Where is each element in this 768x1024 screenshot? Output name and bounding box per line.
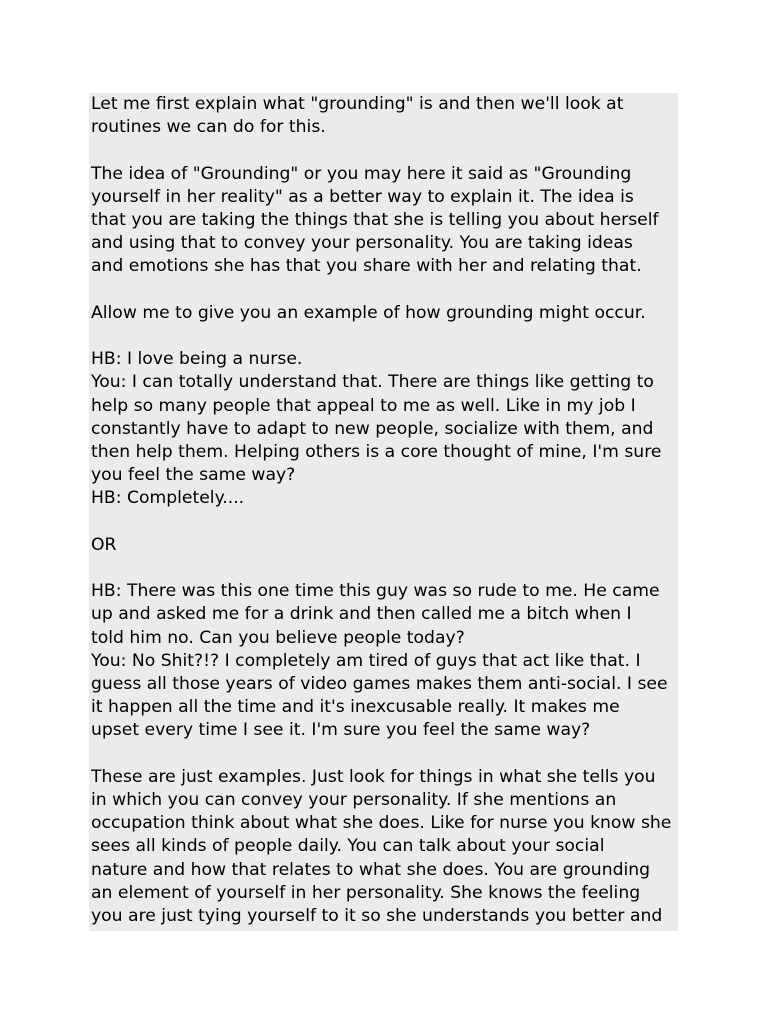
paragraph-conclusion: [89, 766, 678, 928]
text-line: guess all those years of video games makes them anti-social. I see: [91, 674, 668, 694]
paragraph-or: [89, 534, 678, 557]
text-line: and using that to convey your personality. You are taking ideas: [91, 233, 633, 254]
text-line: nature and how that relates to what she does. You are grounding: [91, 859, 651, 880]
paragraph-intro: [89, 93, 678, 139]
paragraph-grounding-definition: [89, 163, 678, 279]
text-line: Let me first explain what "grounding" is and then we'll look at: [91, 94, 624, 114]
paragraph-dialogue-rude-guy: [89, 580, 678, 742]
text-line: an element of yourself in her personality. She knows the feeling: [91, 882, 641, 903]
text-line: constantly have to adapt to new people, socialize with them, and: [91, 418, 654, 439]
text-line: You: No Shit?!? I completely am tired of guys that act like that. I: [91, 650, 641, 671]
text-line: up and asked me for a drink and then called me a bitch when I: [91, 604, 632, 625]
text-line: you are just tying yourself to it so she understands you better and: [91, 906, 663, 927]
text-line: OR: [91, 534, 117, 555]
text-line: HB: I love being a nurse.: [91, 349, 303, 370]
text-line: that you are taking the things that she is telling you about herself: [91, 210, 659, 230]
text-line: told him no. Can you believe people today?: [91, 627, 465, 648]
text-line: in which you can convey your personality. If she mentions an: [91, 790, 617, 810]
document-text-block: [89, 93, 678, 931]
text-line: it happen all the time and it's inexcusable really. It makes me: [91, 697, 620, 718]
text-line: HB: Completely....: [91, 488, 245, 509]
text-line: upset every time I see it. I'm sure you feel the same way?: [91, 720, 591, 741]
text-line: HB: There was this one time this guy was so rude to me. He came: [91, 581, 660, 602]
text-line: These are just examples. Just look for things in what she tells you: [91, 766, 656, 787]
text-line: then help them. Helping others is a core thought of mine, I'm sure: [91, 442, 662, 462]
text-line: occupation think about what she does. Like for nurse you know she: [91, 813, 672, 834]
text-line: The idea of "Grounding" or you may here it said as "Grounding: [91, 163, 632, 184]
text-line: sees all kinds of people daily. You can talk about your social: [91, 836, 605, 857]
text-line: yourself in her reality" as a better way to explain it. The idea is: [91, 186, 634, 207]
text-line: routines we can do for this.: [91, 117, 326, 138]
paragraph-example-intro: [89, 302, 678, 325]
text-line: You: I can totally understand that. There are things like getting to: [91, 372, 654, 393]
text-line: and emotions she has that you share with her and relating that.: [91, 256, 642, 277]
paragraph-dialogue-nurse: [89, 348, 678, 510]
text-line: help so many people that appeal to me as well. Like in my job I: [91, 395, 636, 416]
text-line: Allow me to give you an example of how grounding might occur.: [91, 302, 646, 323]
text-line: you feel the same way?: [91, 465, 296, 486]
